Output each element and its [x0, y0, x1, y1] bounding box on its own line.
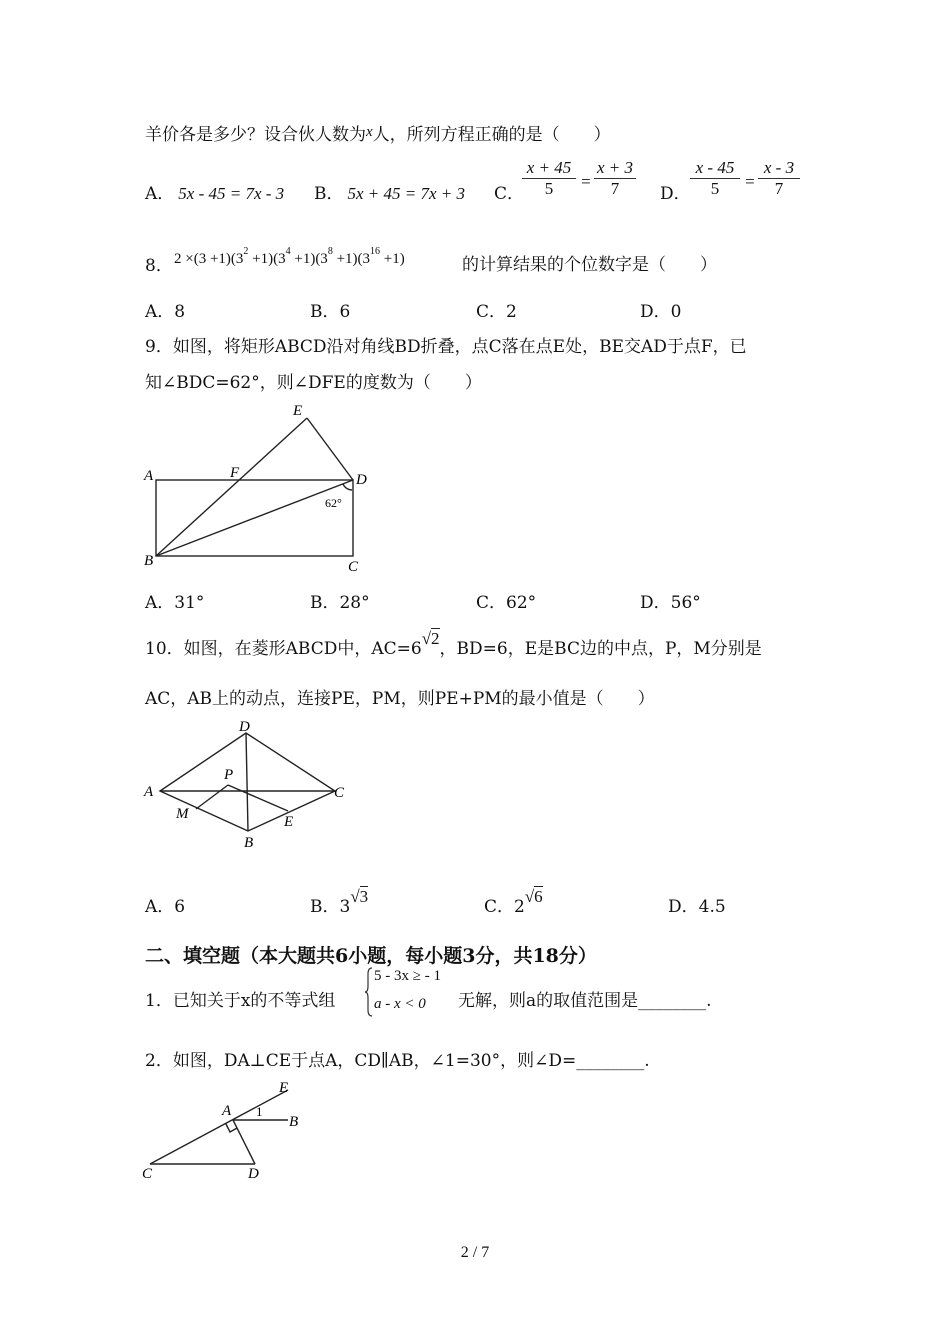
q9-stem-line-1: 9．如图，将矩形ABCD沿对角线BD折叠，点C落在点E处，BE交AD于点F，已: [145, 337, 747, 357]
q8-option-a: A．8: [145, 302, 186, 322]
f1-inequality-1: 5 - 3x ≥ - 1: [374, 968, 441, 984]
q7-option-a: A． 5x - 45 = 7x - 3: [145, 184, 285, 204]
label-d: D: [356, 472, 367, 488]
label-e: E: [279, 1080, 289, 1096]
angle-62-arc: [343, 484, 352, 490]
q7-option-d-equals: =: [744, 172, 756, 191]
diagonal-bd: [156, 480, 353, 556]
f2-stem: 2．如图，DA⊥CE于点A，CD∥AB，∠1=30°，则∠D=________.: [145, 1051, 650, 1071]
section-2-heading: 二、填空题（本大题共6小题，每小题3分，共18分）: [145, 945, 597, 967]
q7-option-c-fraction-1: x + 45 5: [522, 158, 576, 199]
q10-option-b: B．3√3: [310, 887, 369, 917]
q7-option-c-fraction-2: x + 3 7: [594, 158, 636, 199]
label-e: E: [284, 814, 294, 830]
label-e: E: [293, 403, 303, 419]
q8-expression: $2 \times(3 +1)(3^2 +1)(3^4 +1)(3^8 +1)(3^{16} +1)$: [174, 246, 405, 267]
label-b: B: [244, 835, 254, 851]
q7-option-d-fraction-2: x - 3 7: [758, 158, 800, 199]
label-angle-1: 1: [256, 1104, 263, 1119]
f1-system-brace: [364, 966, 374, 1018]
q8-option-b: B．6: [310, 302, 351, 322]
label-a: A: [144, 784, 154, 800]
f1-stem-a: 1．已知关于x的不等式组: [145, 991, 336, 1011]
q10-stem-line-2: AC，AB上的动点，连接PE，PM，则PE+PM的最小值是（ ）: [145, 689, 655, 709]
label-d: D: [248, 1166, 259, 1182]
label-c: C: [142, 1166, 153, 1182]
segment-pe: [228, 785, 288, 811]
diagonal-bd: [246, 733, 248, 831]
label-a: A: [222, 1103, 232, 1119]
q8-number: 8．: [145, 256, 173, 276]
q7-option-c-equals: =: [580, 172, 592, 191]
segment-ed: [307, 418, 353, 480]
label-c: C: [334, 785, 345, 801]
f1-inequality-2: a - x < 0: [374, 996, 426, 1012]
q9-option-a: A．31°: [145, 593, 205, 613]
segment-ad: [233, 1120, 255, 1164]
q10-stem-line-1: 10．如图，在菱形ABCD中，AC=6√2，BD=6，E是BC边的中点，P，M分别是: [145, 629, 762, 659]
q9-option-c: C．62°: [476, 593, 537, 613]
q9-rectangle-fold-figure: [140, 400, 380, 575]
label-c: C: [348, 559, 359, 575]
label-f: F: [230, 465, 240, 481]
label-m: M: [176, 806, 189, 822]
label-angle-62: 62°: [325, 496, 342, 510]
q7-option-d-fraction-1: x - 45 5: [690, 158, 740, 199]
label-a: A: [144, 468, 154, 484]
q7-stem: 羊价各是多少？设合伙人数为x人，所列方程正确的是（ ）: [145, 124, 611, 145]
page-number: 2 / 7: [460, 1244, 490, 1261]
q10-option-a: A．6: [145, 897, 186, 917]
label-b: B: [144, 553, 154, 569]
segment-be: [156, 418, 307, 556]
q8-stem: 的计算结果的个位数字是（ ）: [462, 255, 717, 275]
segment-pm: [196, 785, 228, 809]
q10-rhombus-figure: [140, 715, 360, 855]
q7-option-c-label: C．: [494, 184, 525, 204]
line-ce: [150, 1090, 288, 1164]
q8-option-d: D．0: [640, 302, 682, 322]
f1-stem-b: 无解，则a的取值范围是________.: [458, 991, 712, 1011]
q7-option-d-label: D．: [660, 184, 691, 204]
q9-stem-line-2: 知∠BDC=62°，则∠DFE的度数为（ ）: [145, 373, 482, 393]
q9-option-d: D．56°: [640, 593, 701, 613]
q10-option-d: D．4.5: [668, 897, 726, 917]
label-b: B: [289, 1114, 299, 1130]
q10-option-c: C．2√6: [484, 887, 543, 917]
f2-figure: [138, 1078, 318, 1184]
q7-option-b: B． 5x + 45 = 7x + 3: [314, 184, 466, 204]
label-d: D: [239, 719, 250, 735]
label-p: P: [224, 767, 234, 783]
q8-option-c: C．2: [476, 302, 517, 322]
q9-option-b: B．28°: [310, 593, 370, 613]
